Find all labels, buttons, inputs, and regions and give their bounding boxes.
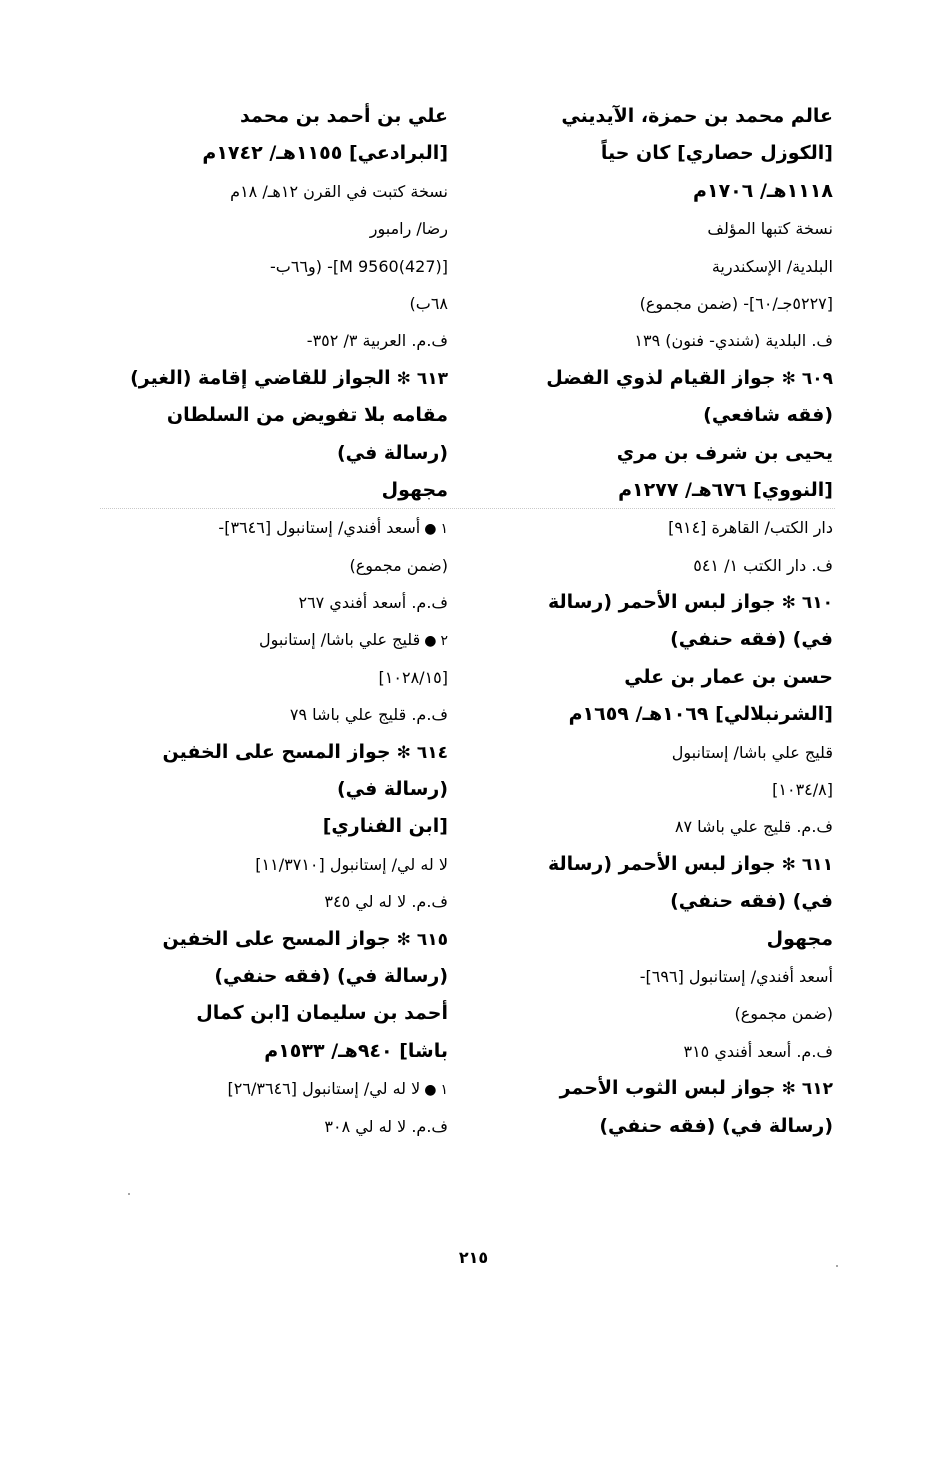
entry-heading xyxy=(488,846,833,883)
text-line: ف. البلدية (شندي- فنون) ١٣٩ xyxy=(634,331,833,351)
entry-heading xyxy=(100,921,448,958)
entry-number: ٦١٣ xyxy=(416,368,448,389)
bold-text-line: عالم محمد بن حمزة، الآيديني xyxy=(561,105,833,127)
bold-text-line: أحمد بن سليمان [ابن كمال xyxy=(196,1002,448,1025)
bold-text-line: (رسالة في) (فقه حنفي) xyxy=(599,1114,833,1137)
text-line: ف.م. أسعد أفندي ٣١٥ xyxy=(683,1041,833,1061)
copy-number: ١ xyxy=(440,521,448,538)
text-line: أسعد أفندي/ إستانبول [٦٩٦]- xyxy=(639,966,833,986)
copy-number: ١ xyxy=(440,1082,448,1099)
bold-text-line: [الكوزل حصاري] كان حياً xyxy=(600,142,833,165)
entry-number: ٦١٠ xyxy=(801,593,833,614)
bold-text-line: (رسالة في) xyxy=(336,441,448,464)
bold-text-line: علي بن أحمد بن محمد xyxy=(240,105,448,127)
bold-text-line: [الشرنبلالي] ١٠٦٩هـ/ ١٦٥٩م xyxy=(568,703,833,726)
scan-speck xyxy=(836,1265,838,1267)
copy-location-line xyxy=(100,621,448,658)
star-icon: ✻ xyxy=(781,593,796,614)
entry-heading xyxy=(488,1070,833,1107)
text-line: قليج علي باشا/ إستانبول xyxy=(671,742,833,762)
entry-number: ٦١١ xyxy=(801,854,833,875)
bold-text-line: في) (فقه حنفي) xyxy=(670,628,833,651)
star-icon: ✻ xyxy=(781,368,796,389)
star-icon: ✻ xyxy=(396,742,411,763)
bold-text-line: [البرادعي] ١١٥٥هـ/ ١٧٤٢م xyxy=(202,142,448,165)
bullet-icon: ● xyxy=(424,1082,437,1099)
text-line: نسخة كتبت في القرن ١٢هـ/ ١٨م xyxy=(230,181,448,201)
text-line: ف.م. لا له لي ٣٠٨ xyxy=(324,1116,448,1136)
entry-heading xyxy=(100,734,448,771)
bold-text-line: يحيى بن شرف بن مري xyxy=(616,441,833,464)
text-line: لا له لي/ إستانبول [١١/٣٧١٠] xyxy=(255,854,448,874)
text-line: ف.م. أسعد أفندي ٢٦٧ xyxy=(298,593,448,613)
entry-number: ٦١٥ xyxy=(416,929,448,950)
text-line: دار الكتب/ القاهرة [٩١٤] xyxy=(668,518,833,538)
right-column xyxy=(488,98,833,1145)
bold-text-line: (فقه شافعي) xyxy=(703,404,833,427)
bold-text-line: مجهول xyxy=(766,927,833,950)
bullet-icon: ● xyxy=(424,633,437,650)
text-line: [١٠٢٨/١٥] xyxy=(378,667,448,687)
entry-number: ٦١٤ xyxy=(416,742,448,763)
text-line: نسخة كتبها المؤلف xyxy=(707,219,833,239)
text-line: ف.م. العربية ٣/ ٣٥٢- xyxy=(306,331,448,351)
entry-title: جواز القيام لذوي الفضل xyxy=(546,366,776,389)
copy-number: ٢ xyxy=(440,633,448,650)
star-icon: ✻ xyxy=(396,929,411,950)
bold-text-line: (رسالة في) xyxy=(336,778,448,801)
text-line: رضا/ رامبور xyxy=(369,219,448,239)
text-line: [٥٢٢٧جـ/٦٠]- (ضمن مجموع) xyxy=(639,293,833,313)
bullet-icon: ● xyxy=(424,521,437,538)
bold-text-line: (رسالة في) (فقه حنفي) xyxy=(214,964,448,987)
text-line: البلدية/ الإسكندرية xyxy=(711,256,833,276)
text-line: ٦٨ب) xyxy=(409,293,448,313)
copy-location-line xyxy=(100,509,448,546)
bold-text-line: [ابن الفناري] xyxy=(322,815,448,838)
text-line: ف.م. قليج علي باشا ٨٧ xyxy=(674,817,833,837)
text-line: ف.م. لا له لي ٣٤٥ xyxy=(324,892,448,912)
entry-title: جواز لبس الأحمر (رسالة xyxy=(547,852,776,875)
bold-text-line: باشا] ٩٤٠هـ/ ١٥٣٣م xyxy=(264,1039,448,1062)
entry-number: ٦١٢ xyxy=(801,1079,833,1100)
text-line: (ضمن مجموع) xyxy=(349,555,448,575)
entry-heading xyxy=(488,584,833,621)
copy-location-line xyxy=(100,1070,448,1107)
copy-location: لا له لي/ إستانبول [٢٦/٣٦٤٦] xyxy=(227,1079,421,1099)
scan-artifact-line xyxy=(100,508,835,509)
bold-text-line: في) (فقه حنفي) xyxy=(670,890,833,913)
star-icon: ✻ xyxy=(396,368,411,389)
text-line: [M 9560(427)]- (و٦٦ب- xyxy=(270,256,448,276)
bold-text-line: حسن بن عمار بن علي xyxy=(624,665,833,688)
star-icon: ✻ xyxy=(781,854,796,875)
entry-number: ٦٠٩ xyxy=(801,368,833,389)
bold-text-line: مقامه بلا تفويض من السلطان xyxy=(166,404,448,427)
entry-title: جواز لبس الثوب الأحمر xyxy=(559,1077,776,1100)
scan-speck xyxy=(128,1193,130,1195)
page-number: ٢١٥ xyxy=(458,1248,489,1267)
bold-text-line: مجهول xyxy=(381,478,448,501)
entry-title: جواز المسح على الخفين xyxy=(162,740,391,763)
entry-title: جواز لبس الأحمر (رسالة xyxy=(547,591,776,614)
star-icon: ✻ xyxy=(781,1079,796,1100)
bold-text-line: [النووي] ٦٧٦هـ/ ١٢٧٧م xyxy=(618,478,833,501)
copy-location: أسعد أفندي/ إستانبول [٣٦٤٦]- xyxy=(218,518,421,538)
text-line: ف.م. قليج علي باشا ٧٩ xyxy=(289,705,448,725)
entry-title: جواز المسح على الخفين xyxy=(162,927,391,950)
bold-text-line: ١١١٨هـ/ ١٧٠٦م xyxy=(693,179,833,202)
copy-location: قليج علي باشا/ إستانبول xyxy=(258,630,421,650)
left-column xyxy=(100,98,448,1145)
entry-title: الجواز للقاضي إقامة (الغير) xyxy=(130,366,391,389)
entry-heading xyxy=(100,360,448,397)
entry-heading xyxy=(488,360,833,397)
text-line: [١٠٣٤/٨] xyxy=(772,780,833,800)
text-line: ف. دار الكتب ١/ ٥٤١ xyxy=(693,555,833,575)
text-line: (ضمن مجموع) xyxy=(734,1004,833,1024)
